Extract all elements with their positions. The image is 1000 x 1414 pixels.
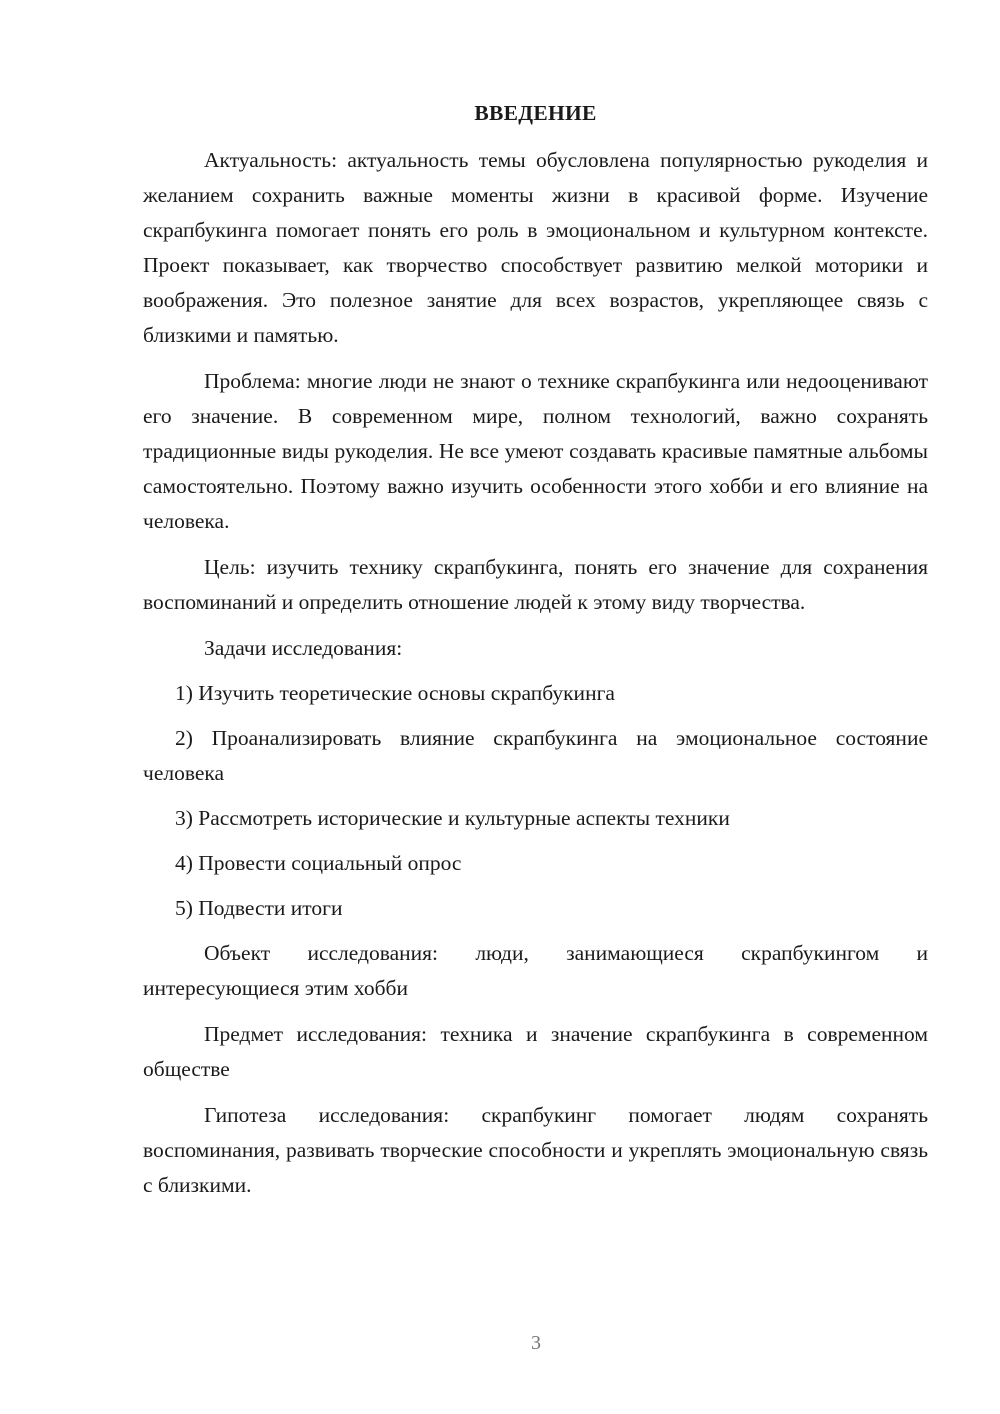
document-body: [143, 96, 928, 1214]
paragraph-subject: Предмет исследования: техника и значение скрапбукинга в современном обществе: [143, 1022, 928, 1081]
paragraph-hypothesis: Гипотеза исследования: скрапбукинг помогает людям сохранять воспоминания, развивать творческие способности и укреплять эмоциональную связь с близкими.: [143, 1103, 928, 1197]
task-item-3: 3) Рассмотреть исторические и культурные аспекты техники: [175, 806, 730, 830]
task-item-1: 1) Изучить теоретические основы скрапбукинга: [175, 681, 615, 705]
tasks-heading: Задачи исследования:: [204, 636, 403, 660]
task-item-2: 2) Проанализировать влияние скрапбукинга на эмоциональное состояние человека: [143, 726, 928, 785]
paragraph-goal: Цель: изучить технику скрапбукинга, понять его значение для сохранения воспоминаний и определить отношение людей к этому виду творчества.: [143, 555, 928, 614]
paragraph-object: Объект исследования: люди, занимающиеся скрапбукингом и интересующиеся этим хобби: [143, 941, 928, 1000]
task-item-5: 5) Подвести итоги: [175, 896, 343, 920]
paragraph-relevance: Актуальность: актуальность темы обусловлена популярностью рукоделия и желанием сохранить важные моменты жизни в красивой форме. Изучение скрапбукинга помогает понять его роль в эмоциональном и культурном контексте. Проект показывает, как творчество способствует развитию мелкой моторики и воображения. Это полезное занятие для всех возрастов, укрепляющее связь с близкими и памятью.: [143, 148, 928, 347]
task-item-4: 4) Провести социальный опрос: [175, 851, 462, 875]
section-title: ВВЕДЕНИЕ: [474, 101, 597, 125]
page-number: 3: [531, 1332, 541, 1354]
paragraph-problem: Проблема: многие люди не знают о технике скрапбукинга или недооценивают его значение. В современном мире, полном технологий, важно сохранять традиционные виды рукоделия. Не все умеют создавать красивые памятные альбомы самостоятельно. Поэтому важно изучить особенности этого хобби и его влияние на человека.: [143, 369, 928, 533]
